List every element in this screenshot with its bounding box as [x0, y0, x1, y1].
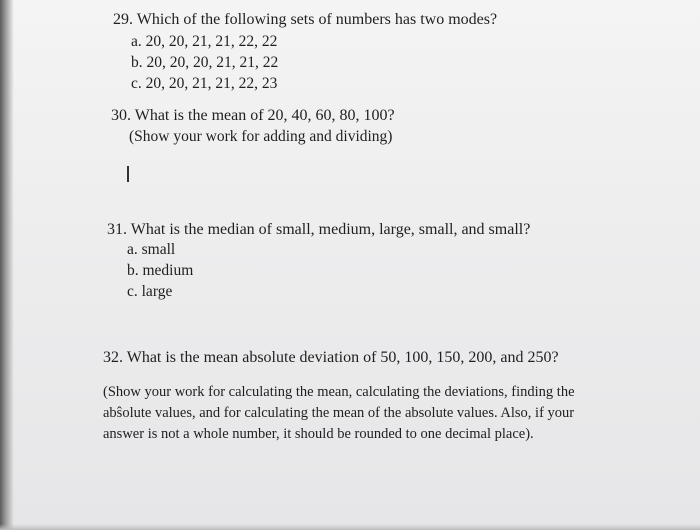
q32-question: 32. What is the mean absolute deviation of 50, 100, 150, 200, and 250?: [103, 349, 559, 366]
page-bottom-edge: [0, 524, 700, 530]
page-left-shadow: [0, 0, 14, 530]
q29-question: 29. Which of the following sets of numbers has two modes?: [113, 11, 498, 28]
q31-option-c: c. large: [127, 283, 173, 300]
q32-instruction-line-3: answer is not a whole number, it should be rounded to one decimal place).: [103, 426, 534, 442]
text-cursor: [127, 166, 129, 182]
q31-option-a: a. small: [127, 241, 176, 258]
q29-option-a: a. 20, 20, 21, 21, 22, 22: [131, 33, 278, 50]
q29-option-b: b. 20, 20, 20, 21, 21, 22: [131, 54, 279, 71]
q30-instruction: (Show your work for adding and dividing): [129, 128, 393, 145]
q29-option-c: c. 20, 20, 21, 21, 22, 23: [131, 75, 278, 92]
q32-instruction-line-1: (Show your work for calculating the mean, calculating the deviations, finding the: [103, 384, 575, 400]
q30-question: 30. What is the mean of 20, 40, 60, 80, 100?: [111, 107, 395, 124]
q31-option-b: b. medium: [127, 262, 194, 279]
q32-instruction-line-2: abŝolute values, and for calculating the mean of the absolute values. Also, if your: [103, 405, 575, 421]
q31-question: 31. What is the median of small, medium, large, small, and small?: [107, 221, 531, 238]
